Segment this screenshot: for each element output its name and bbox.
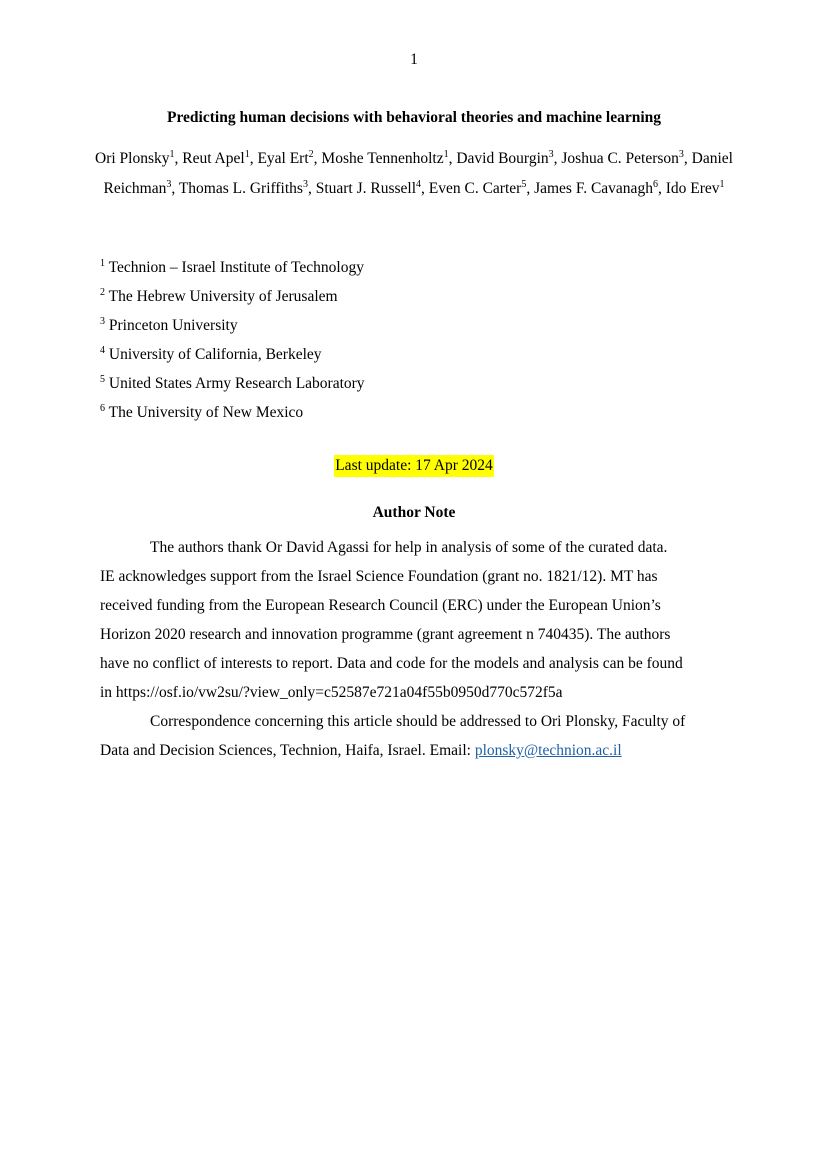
author-note-paragraph-2	[100, 707, 730, 765]
author-name: Reut Apel	[182, 150, 245, 167]
page-number: 1	[410, 51, 418, 68]
affiliation-number: 3	[100, 315, 105, 327]
author-affil-mark: 2	[308, 148, 314, 160]
affiliation-number: 5	[100, 373, 105, 385]
last-update-highlight: Last update: 17 Apr 2024	[334, 455, 494, 477]
affiliation-item	[100, 314, 728, 343]
affiliation-name: The Hebrew University of Jerusalem	[108, 288, 338, 305]
text-line: Correspondence concerning this article should be addressed to Ori Plonsky, Faculty of	[150, 713, 686, 730]
author-name: Even C. Carter	[428, 179, 522, 197]
author-name: Thomas L. Griffiths	[178, 179, 303, 197]
author-affil-mark: 3	[678, 148, 684, 160]
affiliation-name: Princeton University	[108, 317, 238, 334]
author-line-1	[95, 144, 733, 203]
affiliation-item	[100, 372, 728, 401]
affiliation-list	[100, 256, 728, 430]
author-separator: ,	[526, 179, 535, 197]
affiliation-item	[100, 285, 728, 314]
text-line: IE acknowledges support from the Israel Science Foundation (grant no. 1821/12). MT has	[100, 568, 658, 585]
author-affil-mark: 4	[416, 178, 422, 190]
author-note-paragraph-1	[100, 533, 730, 707]
author-separator: ,	[553, 150, 562, 167]
affiliation-number: 6	[100, 402, 105, 414]
text-line: received funding from the European Research Council (ERC) under the European Union’s	[100, 597, 661, 614]
author-name: Daniel Reichman	[103, 150, 733, 197]
affiliation-name: The University of New Mexico	[108, 404, 304, 421]
author-affil-mark: 1	[719, 178, 725, 190]
author-name: Joshua C. Peterson	[561, 150, 679, 167]
author-list	[95, 144, 733, 203]
author-name: Stuart J. Russell	[315, 179, 417, 197]
affiliation-number: 4	[100, 344, 105, 356]
author-name: Moshe Tennenholtz	[321, 150, 444, 167]
author-separator: ,	[421, 179, 429, 197]
author-separator: ,	[249, 150, 258, 167]
affiliation-number: 2	[100, 286, 105, 298]
affiliation-item	[100, 401, 728, 430]
text-line	[100, 736, 730, 765]
author-separator: ,	[448, 150, 457, 167]
text-line: in https://osf.io/vw2su/?view_only=c52587e721a04f55b0950d770c572f5a	[100, 684, 563, 701]
author-affil-mark: 1	[169, 148, 175, 160]
author-name: David Bourgin	[456, 150, 549, 167]
author-affil-mark: 6	[652, 178, 658, 190]
last-update-notice	[0, 457, 828, 475]
author-separator: ,	[174, 150, 183, 167]
text-line: Horizon 2020 research and innovation programme (grant agreement n 740435). The authors	[100, 626, 671, 643]
author-note-body	[100, 533, 730, 765]
affiliation-number: 1	[100, 257, 105, 269]
author-affil-mark: 5	[521, 178, 527, 190]
author-name: Ori Plonsky	[95, 150, 170, 167]
author-name: Eyal Ert	[257, 150, 309, 167]
author-affil-mark: 3	[302, 178, 308, 190]
affiliation-item	[100, 256, 728, 285]
affiliation-name: United States Army Research Laboratory	[108, 375, 365, 392]
affiliation-item	[100, 343, 728, 372]
author-note-heading: Author Note	[372, 504, 456, 521]
author-separator: ,	[313, 150, 322, 167]
author-separator: ,	[307, 179, 316, 197]
author-separator: ,	[683, 150, 692, 167]
author-affil-mark: 1	[443, 148, 449, 160]
author-affil-mark: 3	[166, 178, 172, 190]
affiliation-name: University of California, Berkeley	[108, 346, 322, 363]
affiliation-name: Technion – Israel Institute of Technology	[108, 259, 364, 276]
author-name: James F. Cavanagh	[534, 179, 653, 197]
author-affil-mark: 3	[548, 148, 554, 160]
author-separator: ,	[171, 179, 179, 197]
text-line: The authors thank Or David Agassi for help in analysis of some of the curated data.	[150, 539, 668, 556]
paper-title: Predicting human decisions with behavioral theories and machine learning	[166, 109, 662, 126]
text-line: have no conflict of interests to report. Data and code for the models and analysis can be found	[100, 655, 683, 672]
email-link[interactable]: plonsky@technion.ac.il	[474, 742, 622, 759]
author-name: Ido Erev	[665, 179, 720, 197]
correspondence-prefix: Data and Decision Sciences, Technion, Haifa, Israel. Email:	[100, 742, 475, 759]
author-affil-mark: 1	[244, 148, 250, 160]
author-separator: ,	[657, 179, 666, 197]
